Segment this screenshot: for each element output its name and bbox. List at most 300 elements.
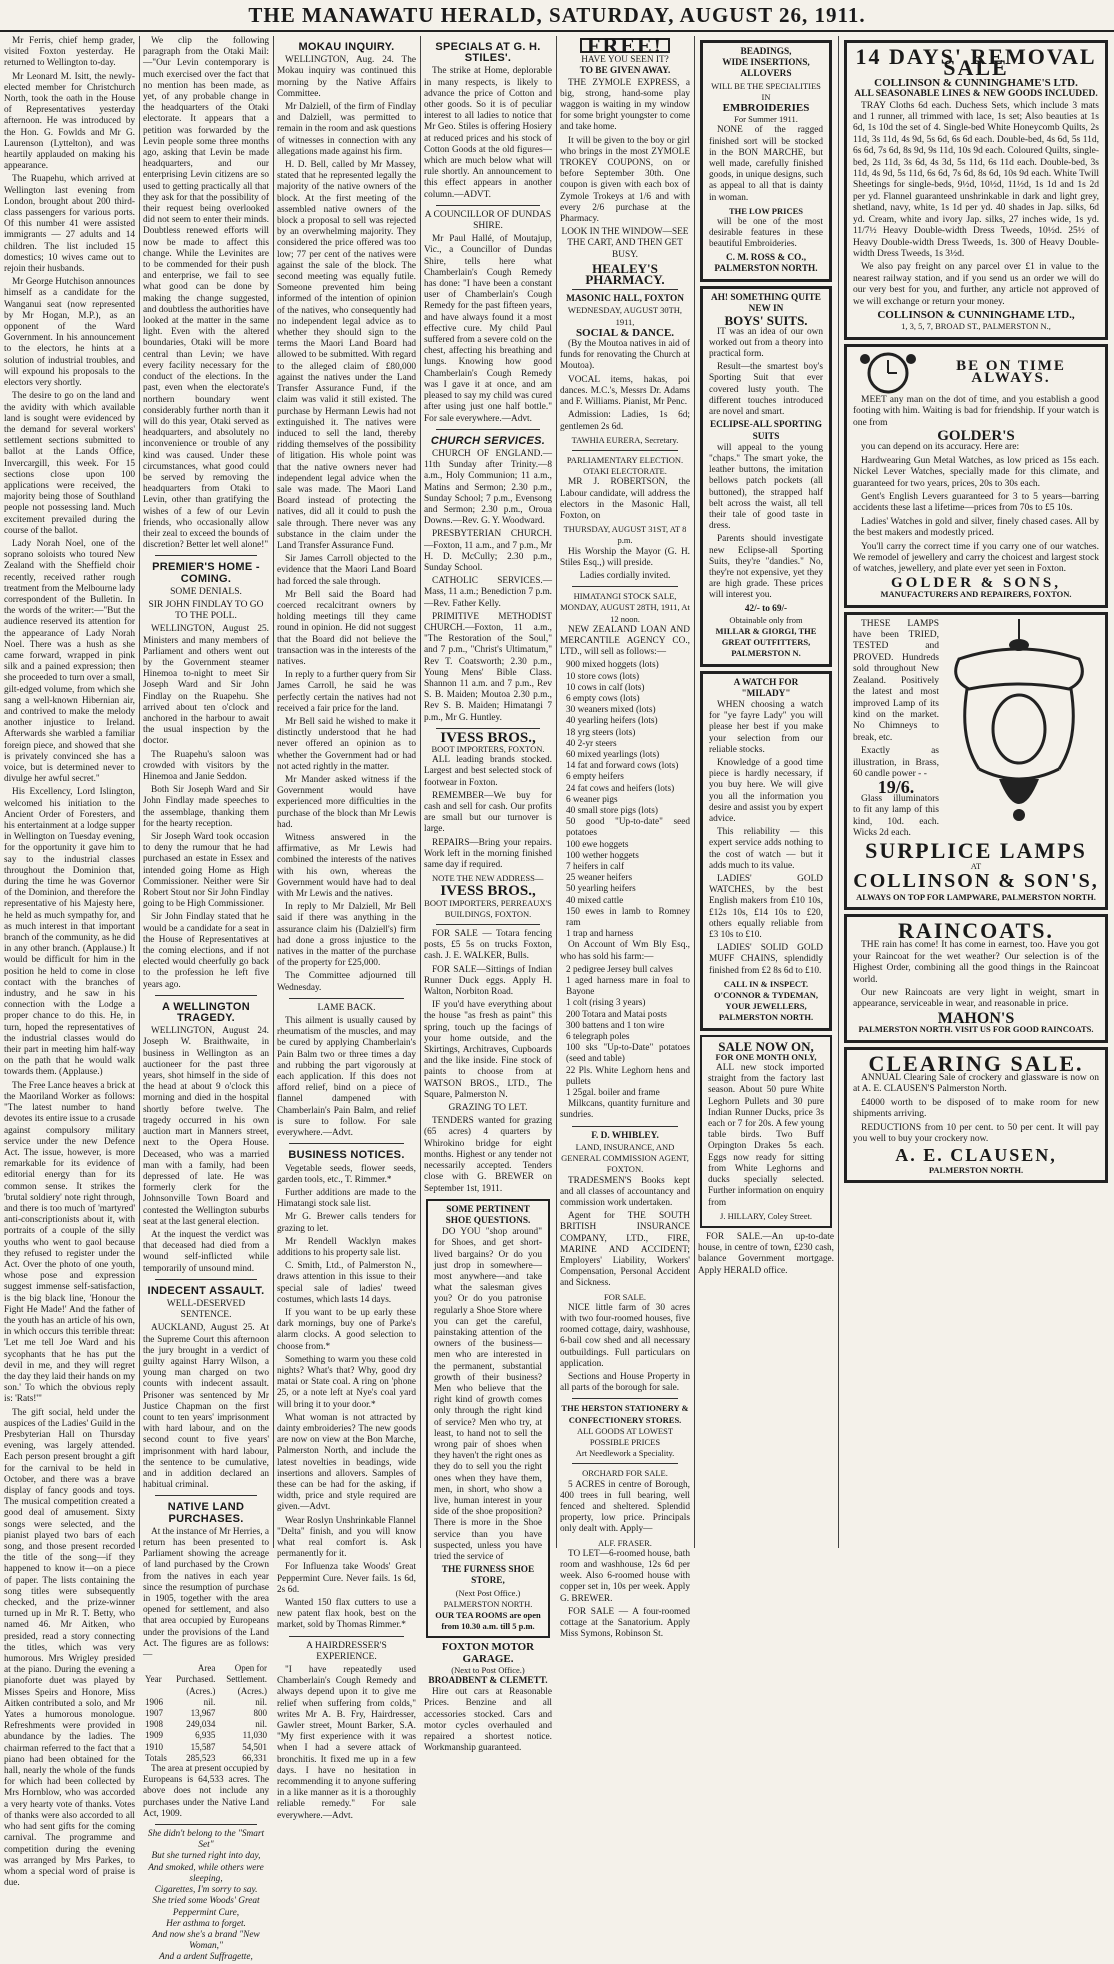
- list-item: 300 battens and 1 ton wire: [566, 1020, 665, 1031]
- ad-title: HIMATANGI STOCK SALE,: [573, 591, 677, 602]
- ad-title: COLLINSON & CUNNINGHAME LTD.,: [877, 308, 1075, 321]
- article-subhead: SIR JOHN FINDLAY TO GO TO THE POLL.: [148, 599, 264, 622]
- ad-title: F. D. WHIBLEY.: [591, 1130, 659, 1141]
- divider: [572, 1398, 678, 1399]
- table-cell: nil.: [255, 1696, 267, 1707]
- ad-subtitle: BOOT IMPORTERS, PERREAUX'S BUILDINGS, FOXTON.: [424, 897, 552, 919]
- news-paragraph: Witness answered in the affirmative, as Mr Lewis had combined the interests of the natives with his own, whereas the Government would have had to deal with Mr Lewis and the natives.: [277, 833, 416, 900]
- article-subhead: WELL-DESERVED SENTENCE.: [166, 1298, 246, 1321]
- ad-paragraph: ANNUAL Clearing Sale of crockery and glassware is now on at A. E. CLAUSEN'S Palmerston North.: [853, 1073, 1099, 1095]
- table-cell: 1908: [145, 1719, 163, 1730]
- column-1: [4, 36, 135, 1889]
- ad-paragraph: LADIES' GOLD WATCHES, by the best English makers from £10 10s, £12s 10s, £14 10s to £20, others equally reliable from £3 10s to £10.: [709, 874, 823, 941]
- list-item: 50 yearling heifers: [566, 884, 636, 895]
- ad-subtitle: (Next Post Office.) PALMERSTON NORTH.: [443, 1587, 533, 1609]
- verse-line: She tried some Woods' Great Peppermint Cure,: [152, 1896, 260, 1918]
- ad-paragraph: TRADESMEN'S Books kept and all classes of accountancy and commission work undertaken.: [560, 1175, 690, 1208]
- list-item: 25 weaner heifers: [566, 873, 633, 884]
- divider: [436, 205, 540, 206]
- table-cell: 800: [253, 1708, 267, 1719]
- ad-paragraph: NICE little farm of 30 acres with two four-roomed houses, five roomed cottage, dairy, washhouse, 6-bail cow shed and all necessary outbuildings. Full particulars on application.: [560, 1302, 690, 1369]
- news-paragraph: The desire to go on the land and the avidity with which available land is sought were evidenced by the demand for several workers' settlement sections submitted to ballot at the Lands Office, Invercargill, this week. For 15 sections close upon 100 applications were received, the majority being those of Southland people not possessing land. Much excitement prevailed during the course of the ballot.: [4, 391, 135, 536]
- article-subhead: A COUNCILLOR OF DUNDAS SHIRE.: [424, 209, 552, 232]
- ad-paragraph: On Account of Wm Bly Esq., who has sold his farm:—: [560, 940, 690, 962]
- ad-line: C. M. ROSS & CO., PALMERSTON NORTH.: [714, 252, 818, 274]
- ad-line: THE LOW PRICES: [728, 205, 803, 216]
- list-item: 6 telegraph poles: [566, 1032, 630, 1043]
- ad-subtitle: HAVE YOU SEEN IT?: [581, 55, 669, 66]
- news-paragraph: Sir James Carroll objected to the evidence that the Maori Land Board had forced the sale through.: [277, 554, 416, 587]
- ad-subtitle: 1, 3, 5, 7, BROAD ST., PALMERSTON N.,: [901, 321, 1051, 332]
- column-5: [560, 33, 690, 1640]
- list-item: 14 fat and forward cows (lots): [566, 761, 679, 772]
- ad-title: GOLDER'S: [937, 427, 1015, 444]
- list-item: 6 weaner pigs: [566, 794, 618, 805]
- ad-paragraph: Hardwearing Gun Metal Watches, as low priced as 15s each. Nickel Lever Watches, specially made for this climate, and guaranteed for two years, prices, 20s to 30s each.: [853, 455, 1099, 489]
- list-item: 100 wether hoggets: [566, 850, 639, 861]
- ad-title: MILLAR & GIORGI, THE GREAT OUTFITTERS, PALMERSTON N.: [715, 625, 817, 659]
- classified-ad: TENDERS wanted for grazing (65 acres) 4 quarters by Whirokino bridge for eight months. Highest or any tender not necessarily accepted. Tenders close with G. BREWER on September 1st, 1911.: [424, 1116, 552, 1194]
- ad-line: ALLOVERS: [740, 69, 792, 80]
- ad-paragraph: His Worship the Mayor (G. H. Stiles Esq.,) will preside.: [560, 546, 690, 568]
- list-item: 10 cows in calf (lots): [566, 682, 645, 693]
- ad-title: THE HERSTON STATIONERY & CONFECTIONERY STORES.: [561, 1403, 689, 1425]
- news-paragraph: At the inquest the verdict was that deceased had died from a wound self-inflicted while temporarily of unsound mind.: [143, 1229, 269, 1274]
- ad-paragraph: Ladies cordially invited.: [579, 570, 671, 581]
- ad-paragraph: Our new Raincoats are very light in weight, smart in appearance, serviceable in wear, and reasonable in price.: [853, 988, 1099, 1010]
- ad-subtitle: ALL SEASONABLE LINES & NEW GOODS INCLUDED.: [854, 89, 1098, 100]
- ad-subtitle: FOR ONE MONTH ONLY,: [715, 1051, 817, 1062]
- list-item: 1 trap and harness: [566, 929, 634, 940]
- list-item: 24 fat cows and heifers (lots): [566, 783, 675, 794]
- ad-paragraph: You'll carry the correct time if you carry one of our watches. We remodel of jewellery and carry the choicest and largest stock of watches, jewellery, and plate ever yet seen in Foxton.: [853, 541, 1099, 575]
- ad-subtitle: FOR SALE.: [603, 1291, 647, 1302]
- clock-icon: [853, 351, 923, 395]
- table-cell: 285,523: [186, 1752, 216, 1763]
- ad-paragraph: will be one of the most desirable features in these beautiful Embroideries.: [709, 217, 823, 250]
- news-paragraph: Lady Norah Noel, one of the soprano soloists who toured New Zealand with the Sheffield choir recently, received rather rough treatment from the Melbourne lady correspondent of the Bulletin. In the words of the writer:—"But the audience reserved its attention for the appearance of Lady Norah Noel. There was a hush as she came forward, wrapped in pink silk and a pained expression; then she proceeded to turn over a small, gilt-edged volume, from which she sang a well-known Hibernian air, and contrived to make the melody another injustice to Ireland. Afterwards she warbled a familiar foreign piece, and showed that she is privately convinced she has a voice, but is determined never to divulge her awful secret.": [4, 538, 135, 785]
- list-item: 900 mixed hoggets (lots): [566, 660, 659, 671]
- verse-line: She didn't belong to the "Smart Set": [147, 1829, 265, 1851]
- ad-paragraph: WHEN choosing a watch for "ye fayre Lady" you will please her best if you make your selection from our reliable stocks.: [709, 699, 823, 755]
- ad-title: ECLIPSE-ALL SPORTING SUITS: [709, 420, 823, 442]
- divider: [155, 995, 257, 996]
- ad-subtitle: LAND, INSURANCE, AND GENERAL COMMISSION AGENT, FOXTON.: [561, 1141, 689, 1175]
- ad-title: FOXTON MOTOR GARAGE.: [441, 1641, 535, 1665]
- column-rule: [420, 36, 421, 1548]
- masthead: THE MANAWATU HERALD, SATURDAY, AUGUST 26, 1911.: [0, 0, 1114, 32]
- column-rule: [273, 36, 274, 1548]
- ad-paragraph: Ladies' Watches in gold and silver, finely chased cases. All by the best makers and modestly priced.: [853, 516, 1099, 539]
- ad-paragraph: REMEMBER—We buy for cash and sell for cash. Our profits are small but our turnover is large.: [424, 790, 552, 835]
- article-subhead: LAME BACK.: [317, 1002, 376, 1013]
- news-paragraph: Further additions are made to the Himatangi stock sale list.: [277, 1187, 416, 1210]
- ad-title: PARLIAMENTARY ELECTION.: [566, 454, 684, 465]
- ad-paragraph: MR J. ROBERTSON, the Labour candidate, will address the electors in the Masonic Hall, Foxton, on: [560, 477, 690, 521]
- ad-subtitle: TO BE GIVEN AWAY.: [579, 66, 671, 77]
- ad-subtitle: THURSDAY, AUGUST 31ST, AT 8 p.m.: [563, 524, 687, 546]
- list-item: 7 heifers in calf: [566, 862, 625, 873]
- ad-subtitle: ALF. FRASER.: [598, 1537, 652, 1548]
- ad-title: AH! SOMETHING QUITE NEW IN: [710, 293, 822, 315]
- ad-paragraph: REDUCTIONS from 10 per cent. to 50 per cent. It will pay you well to buy your crockery now.: [853, 1122, 1099, 1145]
- column-rule: [694, 36, 695, 1548]
- golders-header: [853, 351, 1099, 395]
- verse-line: But she turned right into day,: [151, 1851, 261, 1862]
- list-item: 18 yrg steers (lots): [566, 727, 636, 738]
- clearing-sale-ad: [844, 1047, 1108, 1184]
- news-paragraph: Mr Paul Hallé, of Moutajup, Vic., a Councillor of Dundas Shire, tells here what Chamberlain's Cough Remedy has done: "I have been a constant user of Chamberlain's Cough Remedy for the past fifteen years, and have always found it a most effective cure. My child Paul suffered from a severe cold on the chest, affecting his breathing and lungs. Knowing how good Chamberlain's Cough Remedy was I gave it at once, and am pleased to say my child was cured after using just one half bottle." For sale everywhere.—Advt.: [424, 234, 552, 424]
- ad-title: GOLDER & SONS,: [891, 574, 1061, 591]
- ad-title: SALE NOW ON,: [718, 1038, 814, 1054]
- ad-subtitle: J. HILLARY, Coley Street.: [720, 1210, 812, 1221]
- article-subhead: SOME DENIALS.: [170, 586, 242, 597]
- news-paragraph: Mr Bell said the Board had coerced recalcitrant owners by holding meetings till they came round in opinion. He did not suggest that the Board did not believe the transaction was in the interests of the natives.: [277, 589, 416, 667]
- column-6: [698, 36, 834, 1546]
- list-item: 10 store cows (lots): [566, 671, 640, 682]
- table-cell: nil.: [255, 1719, 267, 1730]
- ad-paragraph: £4000 worth to be disposed of to make room for new shipments arriving.: [853, 1097, 1099, 1120]
- ad-subtitle: MANUFACTURERS AND REPAIRERS, FOXTON.: [880, 589, 1072, 600]
- classified-ad: IF you'd have everything about the house "as fresh as paint" this spring, touch up the facings of your home outside, and the Skirtings, Architraves, Cupboards and the like inside. Fine stock of paints to choose from at WATSON BROS., LTD., The Square, Palmerston N.: [424, 1000, 552, 1100]
- ad-paragraph: Gent's English Levers guaranteed for 3 to 5 years—barring accidents these last a lifetime—prices from 70s to £5 10s.: [853, 492, 1099, 514]
- table-row: [143, 1708, 269, 1719]
- news-paragraph: For Influenza take Woods' Great Peppermint Cure. Never fails. 1s 6d, 2s 6d.: [277, 1562, 416, 1595]
- table-header-row: [143, 1663, 269, 1697]
- ad-line: For Summer 1911.: [734, 114, 798, 125]
- ad-paragraph: (By the Moutoa natives in aid of funds for renovating the Church at Moutoa).: [560, 339, 690, 372]
- ad-title: IVESS BROS.,: [440, 729, 536, 746]
- ad-paragraph: It will be given to the boy or girl who brings in the most ZYMOLE TROKEY COUPONS, on or before September 30th. One coupon is given with each box of Zymole Trokeys at 1/6 and with every 2/6 purchase at the Pharmacy.: [560, 135, 690, 225]
- classified-ad: FOR SALE — Totara fencing posts, £5 5s on trucks Foxton, cash. J. E. WALKER, Bulls.: [424, 929, 552, 962]
- news-paragraph: C. Smith, Ltd., of Palmerston N., draws attention in this issue to their special sale of ladies' tweed costumes, which lasts 14 days.: [277, 1261, 416, 1305]
- ad-paragraph: LOOK IN THE WINDOW—SEE THE CART, AND THEN GET BUSY.: [561, 227, 689, 260]
- ad-line: WILL BE THE SPECIALITIES IN: [711, 80, 821, 102]
- list-item: 50 good "Up-to-date" seed potatoes: [566, 817, 690, 839]
- ad-subtitle: COLLINSON & CUNNINGHAME'S LTD.: [874, 76, 1078, 89]
- ad-title: THE FURNESS SHOE STORE,: [441, 1565, 535, 1587]
- news-paragraph: In reply to Mr Dalziell, Mr Bell said if there was anything in the assurance claim his (Dalziell's) firm had done a gross injustice to the natives in the matter of the purchase of the property for £25,000.: [277, 902, 416, 969]
- land-purchase-table: [143, 1663, 269, 1764]
- divider: [289, 1636, 404, 1637]
- ad-title: BE ON TIME ALWAYS.: [956, 358, 1066, 386]
- table-cell: 1910: [145, 1741, 163, 1752]
- news-paragraph: What woman is not attracted by dainty embroideries? The new goods are now on view at the Bon Marche, Palmerston North, and include the latest novelties in beadings, wide insertions and allovers. Samples of these can be had for the asking, if width, price and style required are given.—Advt.: [277, 1412, 416, 1513]
- ad-paragraph: VOCAL items, hakas, poi dances. M.C.'s, Messrs Dr. Adams and F. Williams. Pianist, Mr Penc.: [560, 374, 690, 408]
- ad-paragraph: Knowledge of a good time piece is hardly necessary, if you buy here. We will give you all the information you desire and assist you by expert advice.: [709, 757, 823, 824]
- boys-suits-ad: [700, 286, 832, 667]
- news-paragraph: The Committee adjourned till Wednesday.: [277, 971, 416, 993]
- list-item: 40 mixed cattle: [566, 895, 624, 906]
- bon-marche-ad: [700, 40, 832, 282]
- ad-subtitle: OUR TEA ROOMS are open from 10.30 a.m. till 5 p.m.: [435, 1610, 541, 1632]
- lamp-row: [853, 619, 1099, 842]
- list-item: 22 Pls. White Leghorn hens and pullets: [566, 1065, 690, 1087]
- column-rule: [838, 36, 839, 1548]
- ad-title: A. E. CLAUSEN,: [895, 1144, 1057, 1165]
- news-paragraph: CHURCH OF ENGLAND.—11th Sunday after Trinity.—8 a.m., Holy Communion; 11 a.m., Matins and Sermon; 2.30 p.m., Sunday School; 7 p.m., Evensong and Sermon; 2.30 p.m., Oroua Downs.—Rev. G. Y. Woodward.: [424, 448, 552, 527]
- list-item: 200 Totara and Matai posts: [566, 1009, 667, 1020]
- news-paragraph: Mr Ferris, chief hemp grader, visited Foxton yesterday. He returned to Wellington to-day.: [4, 36, 135, 69]
- news-paragraph: Mr Dalziell, of the firm of Findlay and Dalziell, was permitted to remain in the room and ask questions of witnesses in connection with any allegations made against his firm.: [277, 102, 416, 157]
- ad-paragraph: Agent for THE SOUTH BRITISH INSURANCE COMPANY, LTD., FIRE, MARINE AND ACCIDENT; Employers' Liability, Workers' Compensation, Personal Accident and Sickness.: [560, 1211, 690, 1289]
- news-paragraph: At the instance of Mr Herries, a return has been presented to Parliament showing the acreage of land purchased by the Crown from the natives in each year since the resumption of purchase in 1905, together with the area opened for settlement, and also that area occupied by Europeans under the provisions of the Land Act. The figures are as follows:—: [143, 1526, 269, 1661]
- news-paragraph: The Free Lance heaves a brick at the Maoriland Worker as follows: "The latest number to hand devotes its entire issue to a crusade against compulsory military service under the new Defence Act. The issue, however, is more remarkable for its evidence of editorial energy than for its common sense. It strikes the 'brutal soldiery' note right through, and there is too much of 'martyred' anti-conscriptionists about it, with portraits of a couple of the silly youths who went to gaol because they refused to register under the Act. Over the photo of one youth, whose pose and expression suggest immense self-satisfaction, is the big black line, 'Honour the Fight He Made!' And the father of the youth has an article of his own, in which occurs this terrible threat: 'Let me tell Joe Ward and his sycophants that he has put the devil in me, and they will regret the day they laid their hands on my son.' To which the obvious reply is: 'Rats!'": [4, 1080, 135, 1405]
- table-header: Area Purchased. (Acres.): [176, 1663, 216, 1696]
- article-subhead: GRAZING TO LET.: [448, 1103, 528, 1114]
- news-paragraph: The strike at Home, deplorable in many respects, is likely to advance the price of Cotton and other goods. So it is of peculiar interest to all ladies to notice that Mr Geo. Stiles is offering Hosiery at reduced prices and his stock of Cotton Goods at the old figures—which are much below what will rule shortly. An announcement to this effect appears in another column.—ADVT.: [424, 66, 552, 200]
- ad-title: 14 DAYS' REMOVAL SALE: [855, 44, 1097, 81]
- article-headline: INDECENT ASSAULT.: [147, 1284, 265, 1297]
- ad-subtitle: (Next to Post Office.): [451, 1664, 525, 1675]
- table-row: [143, 1742, 269, 1753]
- ad-paragraph: LADIES' SOLID GOLD MUFF CHAINS, splendidly finished from £2 8s 6d to £10.: [709, 943, 823, 976]
- price: 42/- to 69/-: [744, 603, 788, 614]
- ad-subtitle: ALWAYS ON TOP FOR LAMPWARE, PALMERSTON NORTH.: [856, 891, 1096, 902]
- classified-ad: FOR SALE — A four-roomed cottage at the Sanatorium. Apply Miss Symons, Robinson St.: [560, 1606, 690, 1640]
- ad-title: A WATCH FOR "MILADY": [733, 677, 799, 699]
- news-paragraph: PRIMITIVE METHODIST CHURCH.—Foxton, 11 a.m., "The Restoration of the Soul," and 7 p.m., "Christ's Ultimatum," Rev T. Coatsworth; 2.30 p.m., Young Mens' Bible Class. Shannon 11 a.m. and 7 p.m., Rev S. B. Maiden; Moutoa 2.30 p.m., Rev S. B. Maiden; Himatangi 7 p.m., Mr G. Huntley.: [424, 611, 552, 723]
- ad-paragraph: THE ZYMOLE EXPRESS, a big, strong, hand-some play waggon is waiting in my window for some bright youngster to come and take home.: [560, 77, 690, 133]
- stock-list: [560, 660, 690, 940]
- classified-ad: FOR SALE—Sittings of Indian Runner Duck eggs. Apply H. Walton, Norbiton Road.: [424, 964, 552, 998]
- ad-title: MAHON'S: [937, 1009, 1015, 1027]
- ad-subtitle: TAWHIA EURERA, Secretary.: [571, 434, 679, 445]
- table-row: [143, 1719, 269, 1730]
- article-headline: NATIVE LAND PURCHASES.: [167, 1501, 245, 1525]
- article-headline: SPECIALS AT G. H. STILES'.: [435, 41, 541, 65]
- column-rule: [139, 36, 140, 1548]
- news-paragraph: AUCKLAND, August 25. At the Supreme Court this afternoon the jury brought in a verdict of guilty against Harry Wilson, a young man charged on two counts with indecent assault. Prisoner was sentenced by Mr Justice Chapman on the first count to ten years' imprisonment with hard labour, and on the second count to five years' imprisonment with hard labour, the sentence to be cumulative, and in addition declared an habitual criminal.: [143, 1323, 269, 1491]
- news-paragraph: "I have repeatedly used Chamberlain's Cough Remedy and always depend upon it to give me relief when suffering from colds," writes Mr A. B. Fry, Hairdresser, Gawler street, Mount Barker, S.A. "My first experience with it was when I had a severe attack of bronchitis. It fixed me up in a few days. I have no hesitation in recommending it to anyone suffering in a like manner as it is a thoroughly reliable remedy." For sale everywhere.—Advt.: [277, 1665, 416, 1821]
- divider: [572, 289, 678, 290]
- ad-subtitle: Art Needlework a Speciality.: [575, 1448, 675, 1459]
- ad-title: RAINCOATS.: [898, 918, 1054, 943]
- ad-subtitle: PALMERSTON NORTH. VISIT US FOR GOOD RAINCOATS.: [858, 1024, 1094, 1035]
- table-row: [143, 1730, 269, 1741]
- divider: [436, 429, 540, 430]
- list-item: 60 mixed yearlings (lots): [566, 749, 660, 760]
- table-cell: nil.: [203, 1696, 216, 1707]
- ad-title: CALL IN & INSPECT.: [723, 978, 809, 989]
- ad-paragraph: 5 ACRES in centre of Borough, 400 trees in full bearing, well fenced and sheltered. Splendid property, low price. Principals only dealt with. Apply—: [560, 1479, 690, 1535]
- ad-paragraph: This reliability — this expert service adds nothing to the cost of watch — but it adds much to its value.: [709, 827, 823, 871]
- news-paragraph: Sir John Findlay stated that he would be a candidate for a seat in the House of Representatives at the coming elections, and if not elected would cheerfully go back to the profession he left five years ago.: [143, 912, 269, 990]
- divider: [572, 586, 678, 587]
- ad-title: SOCIAL & DANCE.: [575, 326, 675, 339]
- stock-list: [560, 965, 690, 1099]
- ad-paragraph: NOTE THE NEW ADDRESS—: [432, 873, 544, 884]
- ad-line: EMBROIDERIES: [722, 102, 810, 115]
- news-paragraph: Wanted 150 flax cutters to use a new patent flax hook, best on the market, sold by Thomas Rimmer.*: [277, 1598, 416, 1631]
- ad-paragraph: Result—the smartest boy's Sporting Suit that ever covered lusty youth. The different touches introduced are novel and smart.: [709, 362, 823, 418]
- news-paragraph: His Excellency, Lord Islington, welcomed his initiation to the Ancient Order of Foresters, and his entertainment at a lodge supper in Wellington on Tuesday evening, for the opportunity it gave him to say to the industrial classes throughout the Dominion that, during the time he was Governor of the Dominion, and therefore the representative of his Majesty here, he held as much sympathy for, and as much interest in that important branch of the community, as he did in any other branch. (Applause.) It would be difficult for him in the position he held to come in close contact with the branches of industry, and he saw in his connection with the Lodge a proper chance to do this. He, in turn, hoped the representatives of the industrial classes would do their part in meeting him half-way on the path that he would walk towards them. (Applause.): [4, 787, 135, 1078]
- verse-line: And now she's a brand "New Woman,": [152, 1929, 260, 1952]
- list-item: 100 sks "Up-to-Date" potatoes (seed and table): [566, 1043, 690, 1065]
- table-cell: 1907: [145, 1708, 163, 1719]
- news-paragraph: WELLINGTON, August 25. Ministers and many members of Parliament and others went out by the Government steamer Hinemoa to-night to meet Sir Joseph Ward and Sir John Findlay on the Ruapehu. She arrived about ten o'clock and anchored in the harbour to await the usual inspection by the doctor.: [143, 624, 269, 747]
- table-cell: 249,034: [186, 1719, 216, 1730]
- raincoats-ad: [844, 914, 1108, 1043]
- ad-title: SURPLICE LAMPS: [865, 838, 1087, 864]
- list-item: 150 ewes in lamb to Romney ram: [566, 906, 690, 929]
- ad-paragraph: TRAY Cloths 6d each. Duchess Sets, which include 3 mats and 1 runner, all trimmed with lace, 1s set; Also beauties at 1s 6d, 1s 10d the set of 4. Single-bed White Honeycomb Quilts, 2s 11d, 3s 11d, 4s 9d, 5s 6d, 6s 6d each. Double-bed, 4s 6d, 5s 11d, 6s 6d, 7s 6d, 8s 9d, 9s 11d, 10s 9d each. Coloured Quilts, single-bed, 2s 11d, 3s 6d, 4s 3d, 5s 11d, 6s 11d each. Double-bed, 3s 11d, 4s 9d, 5s 11d, 6s 6d, 7s 6d, 8s 6d, 10s 9d each. White Twill Sheetings for single-beds, 9½d, 10½d, 11½d, 1s 1d and 1s 2d per yd. Flannel guaranteed unshrinkable in dark and light grey, shetland, navy, white, 1s 1d per yd. 40 shades in Jap. silks, 6d yd. Cream, white and ivory Jap. silks, 27 inches wide, 1s yd. 11/7½ Heavy Double-width Dress Tweeds, 10½d. 25½ of Heavy Double-width Dress Tweeds, 1s. 300 of Heavy Double-width Dress Tweeds, 1s 3½d.: [853, 100, 1099, 259]
- ad-paragraph: Parents should investigate new Eclipse-all Sporting Suits, they're "dandies." No, they're not expensive, yet they are high grade. These prices will interest you.: [709, 534, 823, 601]
- divider: [155, 1824, 257, 1825]
- news-paragraph: Something to warm you these cold nights? What's that? Why, good dry matai or State coal. A ring on 'phone 25, or a note left at Nye's coal yard will bring it to your door.*: [277, 1354, 416, 1410]
- removal-sale-ad: [844, 40, 1108, 340]
- article-headline: PREMIER'S HOME - COMING.: [152, 561, 260, 585]
- ad-subtitle: AT: [970, 860, 982, 871]
- ad-title: CLEARING SALE.: [868, 1050, 1084, 1076]
- news-paragraph: Mr Leonard M. Isitt, the newly-elected member for Christchurch North, took the oath in the House of Representatives yesterday afternoon. He was introduced by the Hon. G. Fowlds and Mr G. Laurenson (Lyttelton), and was heartily applauded on making his appearance.: [4, 71, 135, 172]
- divider: [289, 998, 404, 999]
- table-cell: 66,331: [242, 1752, 267, 1763]
- table-cell: 6,935: [195, 1730, 216, 1741]
- classified-ad: FOR SALE.—An up-to-date house, in centre of town, £230 cash, balance Government mortgage. Apply HERALD office.: [698, 1231, 834, 1276]
- table-header: Open for Settlement. (Acres.): [226, 1663, 267, 1696]
- divider: [436, 728, 540, 729]
- table-header: Year: [145, 1674, 162, 1685]
- table-cell: 1906: [145, 1696, 163, 1707]
- ad-paragraph: REPAIRS—Bring your repairs. Work left in the morning finished same day if required.: [424, 837, 552, 871]
- ad-paragraph: NONE of the ragged finished sort will be stocked in the BON MARCHE, but well made, carefully finished goods, in unique designs, such as appeal to all that is dainty in woman.: [709, 125, 823, 203]
- verse-line: And smoked, while others were sleeping,: [148, 1862, 264, 1884]
- news-paragraph: Both Sir Joseph Ward and Sir John Findlay made speeches to the assemblage, thanking them for the hearty reception.: [143, 785, 269, 829]
- ad-paragraph: ALL new stock imported straight from the factory last season. About 50 pure White Leghorn Pullets and 30 pure Indian Runner Ducks, price 3s each or 7 for 20s. A few young table birds. Two Buff Orpington Drakes 5s each. Eggs now ready for sitting from White Leghorns and ducks specially selected. Further information on enquiry from: [708, 1063, 824, 1208]
- news-paragraph: The area at present occupied by Europeans is 64,533 acres. The above does not include any purchases under the Native Land Act, 1909.: [143, 1764, 269, 1819]
- list-item: 100 ewe hoggets: [566, 839, 629, 850]
- news-paragraph: The Ruapehu, which arrived at Wellington last evening from London, brought about 200 third-class passengers for various ports. Of this number 41 were assisted immigrants — 27 adults and 14 children. The list included 15 domestics; 10 wives came out to rejoin their husbands.: [4, 174, 135, 275]
- ad-paragraph: you can depend on its accuracy. Here are:: [861, 442, 1020, 453]
- table-cell: 1909: [145, 1730, 163, 1741]
- news-paragraph: Mr George Hutchison announces himself as a candidate for the Wanganui seat (now represented by Mr Hogan, M.P.), as an opponent of the Ward Government. In his announcement to the electors, he hints at a solution of industrial troubles, and will expound his proposals to the electors very shortly.: [4, 277, 135, 389]
- news-paragraph: WELLINGTON, August 24. Joseph W. Braithwaite, in business in Wellington as an auctioneer for the past three years, shot himself in the side of the head at about 9 o'clock this morning and died in the hospital shortly before twelve. The tragedy occurred in his own auction mart in Manners street, next to the Opera House. Deceased, who was a married man with a family, had been depressed of late. He was formerly clerk for the Johnsonville Town Board and contested the Wellington suburbs seat at the last general election.: [143, 1026, 269, 1227]
- ad-title: BROADBENT & CLEMETT.: [428, 1676, 548, 1687]
- column-3: [277, 36, 416, 1821]
- list-item: 2 pedigree Jersey bull calves: [566, 964, 673, 975]
- classified-ad: TO LET—6-roomed house, bath room and washhouse, 12s 6d per week. Also 6-roomed house with copper set in, 10s per week. Apply G. BREWER.: [560, 1548, 690, 1604]
- verse-line: And a ardent Suffragette,: [159, 1952, 253, 1963]
- news-paragraph: The gift social, held under the auspices of the Ladies' Guild in the Presbyterian Hall on Thursday evening, was largely attended. Each person present brought a gift for the carnival to be held in October, and there was a brave display of fancy goods and toys. The musical competition created a good deal of amusement. Sixty songs were selected, and the pianist played two bars of each song, and those present recorded the title of the song—if they happened to know it—on a piece of paper. The lists containing the song titles were subsequently checked, and the prize-winner turned up in Mr R. T. Betty, who named 46. Mr Aitken, who presided, read a story connecting the titles, which was very humorous. Mrs Wrigley presided at the piano. During the evening a pianoforte duet was played by Misses Speirs and Honore, Miss Aitken contributed a solo, and Mr Yates a humorous monologue. Refreshments were provided in abundance by the ladies. The chairman referred to the fact that a piano had been obtained for the hall, nearly the whole of the funds for which had been collected by Mrs Hornblow, who was accorded a very hearty vote of thanks. Votes of thanks were also accorded to all who had sent gifts for the coming carnival. The programme and competition during the evening was arranged by Mrs Parkes, to whom a special word of praise is due.: [4, 1407, 135, 1889]
- news-paragraph: We clip the following paragraph from the Otaki Mail:—"Our Levin contemporary is much exercised over the fact that no mention has been made, as yet, of any probable change in the headquarters of the Otaki electorate. It appears that a petition was forwarded by the Levin people some three months ago, asking that Levin be made headquarters, and our enterprising Levin citizens are so used to getting practically all that they ask for that the possibility of their request being overlooked did not seem to enter their minds. Doubtless renewed efforts will now be made to affect this change. While the Levinites are to be commended for their push and enterprise, we fail to see what good can be done by making the change suggested, and doubtless the authorities have looked at the matter in the same light. Even with the altered boundaries, Otaki will be more central than Levin; we have every facility necessary for the conduct of the elections. In the past, even when the electorate's northern boundary went considerably further north than it will do this year, Otaki served as headquarters, and absolutely no inconvenience or trouble of any kind was caused. Under these circumstances, what good could be served by removing the headquarters from Otaki to Levin, other than gratifying the wishes of a few of our Levin friends, who occasionally allow their zeal to exceed the bounds of discretion? Better let well alone!": [143, 36, 269, 551]
- list-item: 1 25gal. boiler and frame: [566, 1088, 660, 1099]
- ad-line: WIDE INSERTIONS,: [722, 58, 810, 69]
- ad-subtitle: BOOT IMPORTERS, FOXTON.: [431, 743, 545, 754]
- news-paragraph: CATHOLIC SERVICES.—Mass, 11 a.m.; Benediction 7 p.m.—Rev. Father Kelly.: [424, 576, 552, 609]
- news-paragraph: Wear Roslyn Unshrinkable Flannel "Delta" finish, and you will know what real comfort is. Ask permanently for it.: [277, 1515, 416, 1560]
- price: 19/6.: [877, 777, 915, 798]
- ad-paragraph: Glass illuminators to fit any lamp of this kind, 10d. each. Wicks 2d each.: [853, 793, 939, 838]
- ad-subtitle: MONDAY, AUGUST 28TH, 1911, At 12 noon.: [560, 602, 690, 624]
- column-7: [842, 36, 1110, 1546]
- list-item: 40 yearling heifers (lots): [566, 716, 658, 727]
- lamp-illustration-icon: [939, 619, 1099, 829]
- free-title: FREE!: [580, 38, 670, 53]
- table-cell: 54,501: [242, 1741, 267, 1752]
- table-cell: 15,587: [190, 1741, 216, 1752]
- news-paragraph: H. D. Bell, called by Mr Massey, stated that he represented legally the majority of the native owners of the block. At the first meeting of the assembled native owners of the block a proposal to sell was rejected by an overwhelming majority. They considered the price offered was too low; 77 per cent of the natives were against the sale of the block. The second meeting was equally futile. Someone prevented him being informed of the intention of opinion of the natives, who consequently had no independent legal advice as to whether they should sign to the terms the Maori Land Board had allowed to be submitted. With regard to the alleged claim of £80,000 against the natives under the Land Transfer Assurance Fund, if the claim was valid it still existed. The purchase by Hermann Lewis had not extinguished it. The natives were induced to sell the land, thereby ridding themselves of the possibility of litigation. His whole point was that the native owners never had independent legal advice when the sale was made. The Maori Land Board instead of protecting the natives, did all it could to push the sale through. There never was any substance in the claim under the Land Transfer Assurance Fund.: [277, 160, 416, 551]
- news-paragraph: This ailment is usually caused by rheumatism of the muscles, and may be cured by applying Chamberlain's Pain Balm two or three times a day and rubbing the part vigorously at each application. If this does not afford relief, bind on a piece of flannel dampened with Chamberlain's Pain Balm, and relief is sure to follow. For sale everywhere.—Advt.: [277, 1016, 416, 1139]
- divider: [155, 1495, 257, 1496]
- milady-watch-ad: [700, 671, 832, 1031]
- furness-shoe-ad: [426, 1199, 550, 1639]
- ad-paragraph: will appeal to the young "chaps." The smart yoke, the leather buttons, the imitation bellows patch pockets (all buttoned), the strapped half belt across the waist, all tell their tale of good taste in dress.: [709, 442, 823, 532]
- list-item: 6 empty cows (lots): [566, 693, 640, 704]
- news-paragraph: PRESBYTERIAN CHURCH.—Foxton, 11 a.m., and 7 p.m., Mr H. D. McCully; 2.30 p.m., Sunday School.: [424, 529, 552, 573]
- list-item: 1 aged harness mare in foal to Bayone: [566, 976, 690, 998]
- column-2: [143, 36, 269, 1963]
- ad-paragraph: Milkcans, quantity furniture and sundries.: [560, 1099, 690, 1121]
- ad-paragraph: IT was an idea of our own worked out from a theory into practical form.: [709, 326, 823, 360]
- list-item: 40 small store pigs (lots): [566, 806, 658, 816]
- ad-title: ORCHARD FOR SALE.: [582, 1468, 668, 1479]
- news-paragraph: Mr Mander asked witness if the Government would have experienced more difficulties in the purchase of the block than Mr Lewis had.: [277, 775, 416, 830]
- table-total-row: [143, 1753, 269, 1764]
- ad-subtitle: OTAKI ELECTORATE.: [583, 466, 667, 477]
- article-subhead: A HAIRDRESSER'S EXPERIENCE.: [306, 1640, 387, 1662]
- ad-title: SOME PERTINENT SHOE QUESTIONS.: [445, 1204, 531, 1226]
- divider: [155, 555, 257, 556]
- article-headline: A WELLINGTON TRAGEDY.: [162, 1000, 250, 1025]
- lamp-text: [853, 619, 939, 842]
- ad-title: MASONIC HALL, FOXTON: [566, 294, 684, 305]
- ad-paragraph: ALL leading brands stocked. Largest and best selected stock of footwear in Foxton.: [424, 755, 552, 788]
- news-paragraph: If you want to be up early these dark mornings, buy one of Parke's alarm clocks. A good selection to choose from.*: [277, 1307, 416, 1352]
- surplice-lamps-ad: [844, 612, 1108, 910]
- news-paragraph: In reply to a further query from Sir James Carroll, he said he was perfectly certain the natives had not received a fair price for the land.: [277, 670, 416, 714]
- list-item: 6 empty heifers: [566, 772, 624, 783]
- divider: [289, 1143, 404, 1144]
- list-item: 1 colt (rising 3 years): [566, 998, 646, 1009]
- ad-paragraph: Admission: Ladies, 1s 6d; gentlemen 2s 6d.: [560, 410, 690, 432]
- ad-title: BOYS' SUITS.: [724, 313, 808, 329]
- ad-subtitle: Obtainable only from: [729, 614, 803, 625]
- ad-paragraph: MEET any man on the dot of time, and you establish a good footing with him. Waiting is bad for friendship. If your watch is one from: [853, 394, 1099, 428]
- table-cell: Totals: [145, 1752, 167, 1763]
- news-paragraph: Mr Rendell Wacklyn makes additions to his property sale list.: [277, 1236, 416, 1258]
- golders-ad: [844, 344, 1108, 608]
- ad-subtitle: ALL GOODS AT LOWEST POSSIBLE PRICES: [576, 1425, 674, 1447]
- table-cell: 13,967: [190, 1708, 216, 1719]
- news-paragraph: Mr G. Brewer calls tenders for grazing to let.: [277, 1212, 416, 1234]
- article-headline: BUSINESS NOTICES.: [288, 1149, 405, 1162]
- divider: [572, 1126, 678, 1127]
- verse-line: Her asthma to forget.: [166, 1918, 246, 1929]
- ad-subtitle: WEDNESDAY, AUGUST 30TH, 1911,: [567, 305, 683, 327]
- news-paragraph: The Ruapehu's saloon was crowded with visitors by the Hinemoa and Janie Seddon.: [143, 749, 269, 782]
- divider: [436, 924, 540, 925]
- ad-paragraph: Exactly as illustration, in Brass, 60 candle power - -: [853, 746, 939, 779]
- ad-title: HEALEY'S PHARMACY.: [585, 260, 665, 288]
- ad-paragraph: Hire out cars at Reasonable Prices. Benzine and all accessories stocked. Cars and motor cycles overhauled and repaired a shortest notice. Workmanship guaranteed.: [424, 1687, 552, 1754]
- list-item: 30 weaners mixed (lots): [566, 705, 656, 716]
- news-paragraph: WELLINGTON, Aug. 24. The Mokau inquiry was continued this morning by the Native Affairs Committee.: [277, 55, 416, 99]
- ad-title: COLLINSON & SON'S,: [853, 870, 1099, 893]
- ad-paragraph: THE rain has come! It has come in earnest, too. Have you got your Raincoat for the wet weather? Our selection is of the Highest Order, combining all the good things in the Raincoat world.: [853, 940, 1099, 985]
- sale-now-on-ad: [700, 1035, 832, 1228]
- ad-paragraph: DO YOU "shop around" for Shoes, and get short-lived bargains? Or do you just drop in somewhere—most anywhere—and take what the salesman gives you? Or do you patronise regularly a Shoe Store where you can get the careful, painstaking attention of the owners of the business—men who are interested in the permanent, substantial growth of their business? Men who believe that the right kind of growth comes only through the right kind of service? Men who try, at least, to hand not to sell the wrong pair of shoes when they haven't the right ones as they do to sell you the right ones when they have them, men, in short, who show a live, human interest in your side of the shoe proposition? There is more in the Shoe service than you have suspected, unless you have tried the service of: [434, 1227, 542, 1562]
- ad-title: O'CONNOR & TYDEMAN, YOUR JEWELLERS, PALMERSTON NORTH.: [714, 990, 818, 1023]
- column-rule: [556, 36, 557, 1548]
- verse: [143, 1829, 269, 1963]
- ad-subtitle: PALMERSTON NORTH.: [928, 1164, 1024, 1175]
- table-row: [143, 1697, 269, 1708]
- table-cell: 11,030: [242, 1730, 267, 1741]
- divider: [572, 1463, 678, 1464]
- list-item: 40 2-yr steers: [566, 738, 617, 749]
- ad-title: IVESS BROS.,: [440, 883, 536, 900]
